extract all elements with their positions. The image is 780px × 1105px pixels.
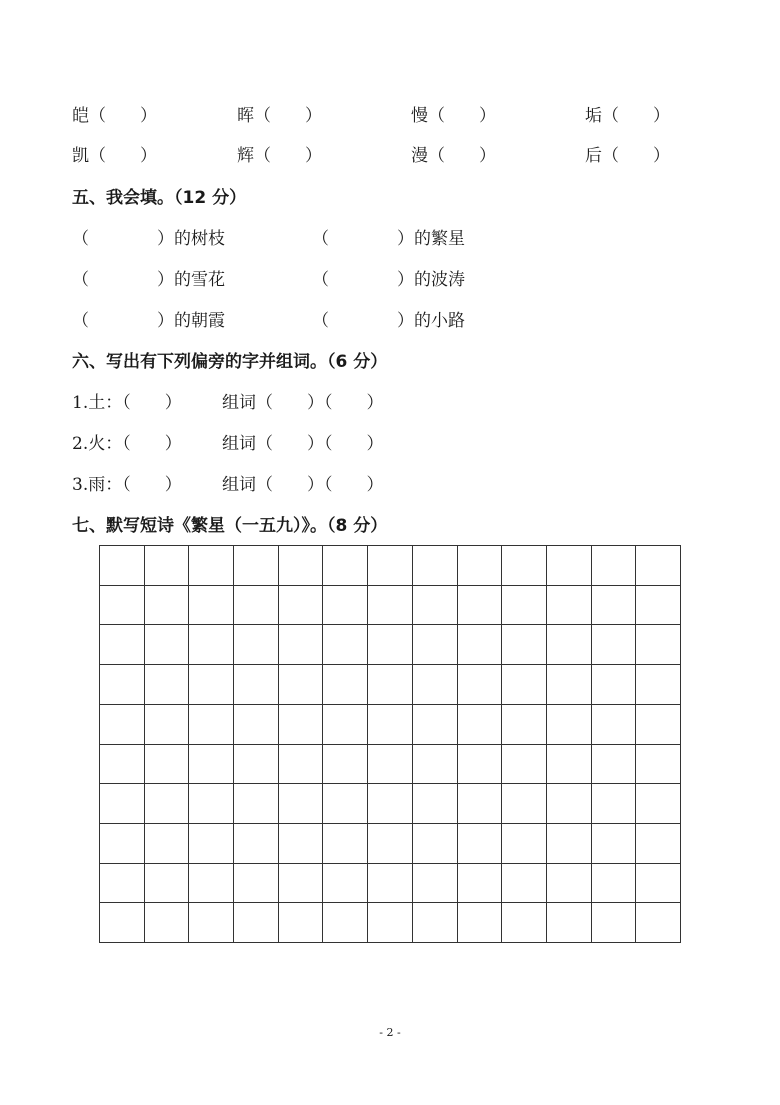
words-3: 组词（ ）（ ） — [222, 475, 384, 495]
grid-cell[interactable] — [100, 824, 145, 864]
grid-cell[interactable] — [413, 903, 458, 943]
grid-cell[interactable] — [100, 864, 145, 904]
grid-cell[interactable] — [636, 705, 681, 745]
grid-cell[interactable] — [145, 705, 190, 745]
grid-cell[interactable] — [323, 625, 368, 665]
grid-cell[interactable] — [145, 546, 190, 586]
grid-cell[interactable] — [279, 745, 324, 785]
grid-cell[interactable] — [413, 745, 458, 785]
grid-cell[interactable] — [145, 903, 190, 943]
grid-cell[interactable] — [100, 784, 145, 824]
char-pair-2-4: 后（ ） — [585, 146, 670, 166]
fill-blank-2-1: （ ）的雪花 — [72, 270, 225, 290]
grid-cell[interactable] — [368, 903, 413, 943]
grid-cell[interactable] — [189, 784, 234, 824]
grid-cell[interactable] — [592, 625, 637, 665]
page-number: - 2 - — [379, 1026, 401, 1039]
grid-cell[interactable] — [502, 903, 547, 943]
grid-cell[interactable] — [279, 864, 324, 904]
radical-2: 2.火：（ ） — [72, 434, 182, 454]
grid-cell[interactable] — [592, 705, 637, 745]
grid-cell[interactable] — [592, 903, 637, 943]
grid-cell[interactable] — [502, 546, 547, 586]
grid-cell[interactable] — [279, 903, 324, 943]
grid-cell[interactable] — [636, 864, 681, 904]
grid-cell[interactable] — [234, 705, 279, 745]
grid-cell[interactable] — [323, 784, 368, 824]
grid-cell[interactable] — [636, 665, 681, 705]
grid-cell[interactable] — [189, 625, 234, 665]
grid-cell[interactable] — [323, 665, 368, 705]
grid-cell[interactable] — [368, 745, 413, 785]
grid-cell[interactable] — [368, 546, 413, 586]
grid-cell[interactable] — [145, 824, 190, 864]
fill-blank-1-2: （ ）的繁星 — [312, 229, 465, 249]
grid-cell[interactable] — [502, 784, 547, 824]
section5-title: 五、我会填。（12 分） — [72, 188, 247, 208]
grid-cell[interactable] — [234, 903, 279, 943]
grid-cell[interactable] — [323, 745, 368, 785]
grid-cell[interactable] — [234, 745, 279, 785]
char-pair-2-3: 漫（ ） — [411, 146, 496, 166]
grid-cell[interactable] — [368, 625, 413, 665]
grid-cell[interactable] — [413, 784, 458, 824]
grid-cell[interactable] — [100, 745, 145, 785]
grid-cell[interactable] — [279, 625, 324, 665]
grid-cell[interactable] — [502, 864, 547, 904]
char-pair-1-3: 慢（ ） — [411, 106, 496, 126]
grid-cell[interactable] — [189, 745, 234, 785]
radical-1: 1.土：（ ） — [72, 393, 182, 413]
grid-cell[interactable] — [368, 665, 413, 705]
grid-cell[interactable] — [547, 705, 592, 745]
grid-cell[interactable] — [100, 625, 145, 665]
grid-cell[interactable] — [234, 546, 279, 586]
grid-cell[interactable] — [189, 705, 234, 745]
grid-cell[interactable] — [458, 665, 503, 705]
fill-blank-2-2: （ ）的波涛 — [312, 270, 465, 290]
grid-cell[interactable] — [458, 903, 503, 943]
grid-cell[interactable] — [189, 864, 234, 904]
grid-cell[interactable] — [234, 824, 279, 864]
grid-cell[interactable] — [234, 625, 279, 665]
grid-cell[interactable] — [636, 903, 681, 943]
grid-cell[interactable] — [323, 586, 368, 626]
grid-cell[interactable] — [323, 546, 368, 586]
grid-cell[interactable] — [145, 864, 190, 904]
grid-cell[interactable] — [592, 745, 637, 785]
grid-cell[interactable] — [189, 546, 234, 586]
grid-cell[interactable] — [592, 586, 637, 626]
grid-cell[interactable] — [458, 824, 503, 864]
grid-cell[interactable] — [458, 546, 503, 586]
grid-cell[interactable] — [592, 784, 637, 824]
grid-cell[interactable] — [279, 824, 324, 864]
grid-cell[interactable] — [547, 745, 592, 785]
char-pair-1-2: 晖（ ） — [237, 106, 322, 126]
grid-cell[interactable] — [100, 665, 145, 705]
grid-cell[interactable] — [100, 546, 145, 586]
grid-cell[interactable] — [323, 903, 368, 943]
grid-cell[interactable] — [502, 705, 547, 745]
grid-cell[interactable] — [279, 665, 324, 705]
grid-cell[interactable] — [413, 864, 458, 904]
char-pair-2-2: 辉（ ） — [237, 146, 322, 166]
grid-cell[interactable] — [100, 586, 145, 626]
grid-cell[interactable] — [458, 745, 503, 785]
grid-cell[interactable] — [502, 625, 547, 665]
grid-cell[interactable] — [145, 625, 190, 665]
grid-cell[interactable] — [189, 824, 234, 864]
grid-cell[interactable] — [279, 784, 324, 824]
words-1: 组词（ ）（ ） — [222, 393, 384, 413]
grid-cell[interactable] — [145, 745, 190, 785]
radical-3: 3.雨：（ ） — [72, 475, 182, 495]
grid-cell[interactable] — [413, 705, 458, 745]
grid-cell[interactable] — [234, 665, 279, 705]
writing-grid[interactable] — [99, 545, 681, 943]
grid-cell[interactable] — [145, 586, 190, 626]
grid-cell[interactable] — [547, 864, 592, 904]
grid-cell[interactable] — [592, 824, 637, 864]
grid-cell[interactable] — [234, 586, 279, 626]
grid-cell[interactable] — [502, 745, 547, 785]
grid-cell[interactable] — [592, 864, 637, 904]
words-2: 组词（ ）（ ） — [222, 434, 384, 454]
grid-cell[interactable] — [547, 824, 592, 864]
grid-cell[interactable] — [547, 665, 592, 705]
grid-cell[interactable] — [636, 784, 681, 824]
grid-cell[interactable] — [413, 586, 458, 626]
section6-title: 六、写出有下列偏旁的字并组词。（6 分） — [72, 352, 388, 372]
grid-cell[interactable] — [636, 546, 681, 586]
grid-cell[interactable] — [279, 705, 324, 745]
grid-cell[interactable] — [368, 784, 413, 824]
grid-cell[interactable] — [502, 824, 547, 864]
grid-cell[interactable] — [547, 546, 592, 586]
grid-cell[interactable] — [636, 586, 681, 626]
grid-cell[interactable] — [100, 705, 145, 745]
fill-blank-3-2: （ ）的小路 — [312, 311, 465, 331]
grid-cell[interactable] — [413, 625, 458, 665]
grid-cell[interactable] — [279, 586, 324, 626]
grid-cell[interactable] — [368, 824, 413, 864]
grid-cell[interactable] — [234, 864, 279, 904]
grid-cell[interactable] — [547, 903, 592, 943]
fill-blank-1-1: （ ）的树枝 — [72, 229, 225, 249]
grid-cell[interactable] — [279, 546, 324, 586]
grid-cell[interactable] — [145, 784, 190, 824]
grid-cell[interactable] — [368, 586, 413, 626]
grid-cell[interactable] — [458, 784, 503, 824]
char-pair-1-1: 皑（ ） — [72, 106, 157, 126]
grid-cell[interactable] — [145, 665, 190, 705]
grid-cell[interactable] — [502, 586, 547, 626]
grid-cell[interactable] — [592, 665, 637, 705]
grid-cell[interactable] — [547, 586, 592, 626]
grid-cell[interactable] — [458, 705, 503, 745]
grid-cell[interactable] — [368, 705, 413, 745]
char-pair-1-4: 垢（ ） — [585, 106, 670, 126]
grid-cell[interactable] — [413, 824, 458, 864]
grid-cell[interactable] — [458, 625, 503, 665]
grid-cell[interactable] — [234, 784, 279, 824]
grid-cell[interactable] — [189, 665, 234, 705]
grid-cell[interactable] — [636, 625, 681, 665]
grid-cell[interactable] — [502, 665, 547, 705]
grid-cell[interactable] — [458, 864, 503, 904]
grid-cell[interactable] — [368, 864, 413, 904]
grid-cell[interactable] — [636, 824, 681, 864]
grid-cell[interactable] — [323, 705, 368, 745]
grid-cell[interactable] — [189, 903, 234, 943]
fill-blank-3-1: （ ）的朝霞 — [72, 311, 225, 331]
grid-cell[interactable] — [592, 546, 637, 586]
grid-cell[interactable] — [323, 864, 368, 904]
grid-cell[interactable] — [458, 586, 503, 626]
grid-cell[interactable] — [323, 824, 368, 864]
grid-cell[interactable] — [413, 546, 458, 586]
grid-cell[interactable] — [547, 625, 592, 665]
char-pair-2-1: 凯（ ） — [72, 146, 157, 166]
grid-cell[interactable] — [413, 665, 458, 705]
grid-cell[interactable] — [547, 784, 592, 824]
grid-cell[interactable] — [100, 903, 145, 943]
grid-cell[interactable] — [189, 586, 234, 626]
section7-title: 七、默写短诗《繁星（一五九）》。（8 分） — [72, 516, 388, 536]
grid-cell[interactable] — [636, 745, 681, 785]
